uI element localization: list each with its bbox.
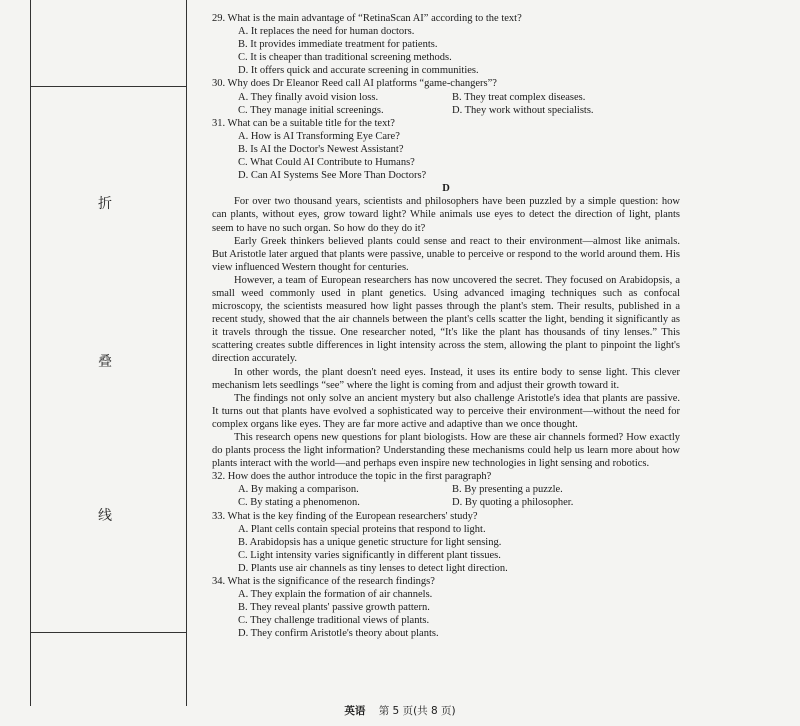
option-d: D. By quoting a philosopher. [452, 497, 574, 509]
passage-paragraph: This research opens new questions for plant biologists. How are these air channels formed? How exactly do plants process the light information? Understanding these mechanisms could help us learn more about how plants interact with the world—and perhaps even inspire new technologies in light sensing and robotics. [212, 432, 680, 470]
option-a: A. Plant cells contain special proteins that respond to light. [238, 523, 486, 535]
option-d: D. They confirm Aristotle's theory about plants. [238, 628, 439, 640]
question-stem: 30. Why does Dr Eleanor Reed call AI platforms “game-changers”? [212, 78, 497, 90]
passage-paragraph: In other words, the plant doesn't need eyes. Instead, it uses its entire body to sense light. This clever mechanism lets seedlings “see” where the light is coming from and adjust their growth toward it. [212, 366, 680, 391]
option-b: B. It provides immediate treatment for patients. [238, 39, 438, 51]
option-c: C. They manage initial screenings. [238, 104, 384, 116]
option-c: C. Light intensity varies significantly in different plant tissues. [238, 549, 501, 561]
option-c: C. They challenge traditional views of plants. [238, 615, 430, 627]
question-stem: 34. What is the significance of the research findings? [212, 576, 435, 588]
binding-line-top [30, 86, 186, 87]
passage-paragraph: However, a team of European researchers has now uncovered the secret. They focused on Arabidopsis, a small weed commonly used in plant genetics. Using advanced imaging techniques such as confocal microscopy, the scientists measured how light passes through the plant's stem. Their results, published in a recent study, showed that the air channels between the plant's cells scatter the light, bending it significantly as it travels through the tissue. One researcher noted, “It's like the plant has thousands of tiny lenses.” This scattering creates subtle differences in light intensity across the stem, allowing the plant to pinpoint the light's direction accurately. [212, 274, 680, 365]
binding-line-right [186, 0, 187, 706]
option-d: D. They work without specialists. [452, 104, 594, 116]
binding-line-bottom [30, 632, 186, 633]
option-a: A. By making a comparison. [238, 484, 359, 496]
footer-subject: 英语 [344, 705, 366, 717]
passage-paragraph: The findings not only solve an ancient mystery but also challenge Aristotle's idea that plants are passive. It turns out that plants have evolved a sophisticated way to perceive their environment—without the need for complex organs like eyes. They are far more active and adaptive than we once thought. [212, 392, 680, 430]
passage-d [212, 182, 680, 470]
fold-char-1: 折 [98, 196, 112, 212]
option-c: C. By stating a phenomenon. [238, 497, 360, 509]
question-33 [212, 510, 680, 575]
option-a: A. They finally avoid vision loss. [238, 91, 379, 103]
option-a: A. They explain the formation of air channels. [238, 589, 433, 601]
passage-heading: D [442, 183, 450, 195]
option-d: D. It offers quick and accurate screening in communities. [238, 65, 479, 77]
fold-char-3: 线 [98, 508, 112, 524]
page-content [212, 12, 680, 641]
binding-line-left [30, 0, 31, 706]
page-footer [0, 703, 800, 718]
option-d: D. Plants use air channels as tiny lenses to detect light direction. [238, 562, 508, 574]
question-stem: 32. How does the author introduce the topic in the first paragraph? [212, 471, 492, 483]
fold-char-2: 叠 [98, 354, 112, 370]
question-stem: 29. What is the main advantage of “RetinaScan AI” according to the text? [212, 13, 522, 24]
option-a: A. How is AI Transforming Eye Care? [238, 130, 400, 142]
option-a: A. It replaces the need for human doctors. [238, 26, 415, 38]
question-31 [212, 117, 680, 182]
option-c: C. What Could AI Contribute to Humans? [238, 157, 415, 169]
question-30 [212, 77, 680, 116]
question-29 [212, 12, 680, 77]
passage-paragraph: Early Greek thinkers believed plants could sense and react to their environment—almost like animals. But Aristotle later argued that plants were passive, unable to perceive or respond to the world around them. His view influenced Western thought for centuries. [212, 235, 680, 273]
footer-page-number: 第 5 页(共 8 页) [378, 705, 456, 717]
question-stem: 31. What can be a suitable title for the text? [212, 117, 395, 129]
option-c: C. It is cheaper than traditional screening methods. [238, 52, 452, 64]
option-b: B. By presenting a puzzle. [452, 484, 563, 496]
binding-margin [0, 0, 186, 706]
option-d: D. Can AI Systems See More Than Doctors? [238, 170, 427, 182]
passage-paragraph: For over two thousand years, scientists and philosophers have been puzzled by a simple question: how can plants, without eyes, grow toward light? While animals use eyes to detect the direction of light, plants seem to have no such organ. So how do they do it? [212, 196, 680, 234]
question-34 [212, 575, 680, 640]
option-b: B. They treat complex diseases. [452, 91, 586, 103]
question-stem: 33. What is the key finding of the European researchers' study? [212, 510, 478, 522]
option-b: B. Arabidopsis has a unique genetic structure for light sensing. [238, 536, 502, 548]
option-b: B. They reveal plants' passive growth pattern. [238, 602, 430, 614]
option-b: B. Is AI the Doctor's Newest Assistant? [238, 143, 404, 155]
question-32 [212, 470, 680, 509]
